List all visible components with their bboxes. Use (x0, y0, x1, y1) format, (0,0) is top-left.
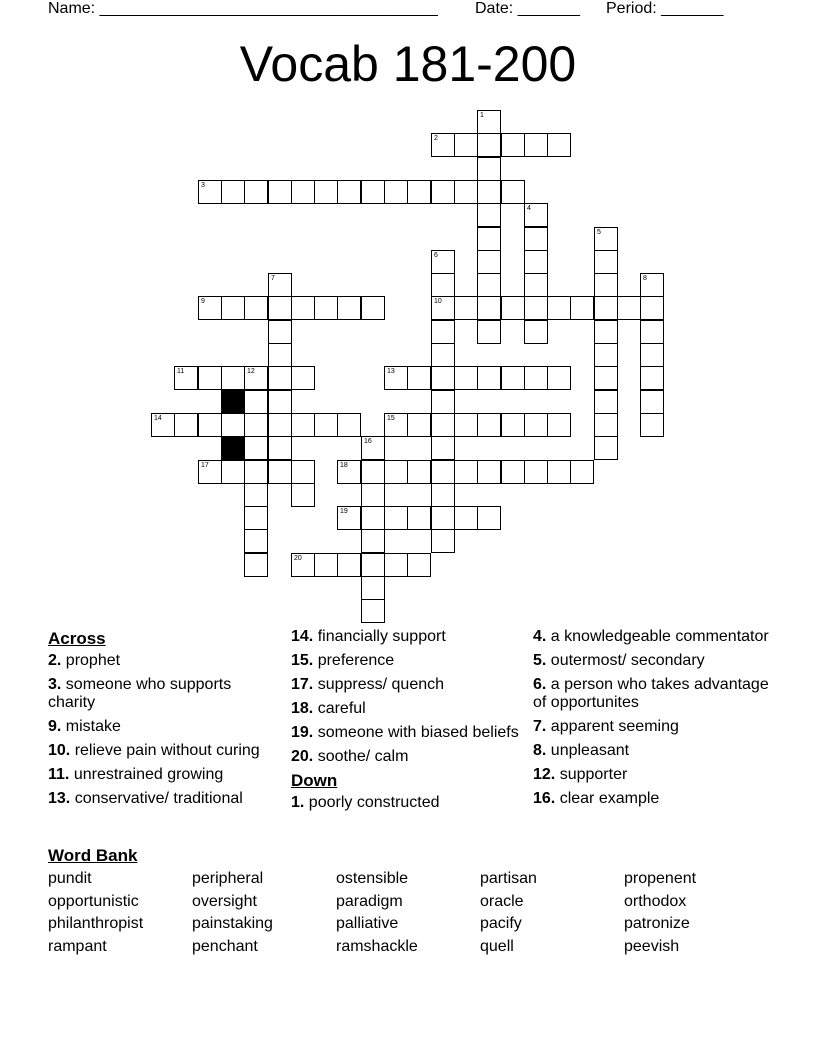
crossword-cell[interactable] (268, 296, 292, 320)
crossword-cell[interactable] (361, 576, 385, 600)
crossword-cell[interactable] (244, 506, 268, 530)
crossword-cell[interactable] (524, 133, 548, 157)
crossword-cell[interactable] (268, 180, 292, 204)
crossword-cell[interactable] (524, 273, 548, 297)
word-bank-item: pundit (48, 870, 92, 887)
crossword-cell[interactable] (361, 553, 385, 577)
crossword-cell[interactable] (384, 180, 408, 204)
crossword-cell[interactable] (477, 273, 501, 297)
crossword-cell[interactable] (524, 203, 548, 227)
crossword-cell[interactable] (268, 320, 292, 344)
crossword-cell[interactable] (407, 180, 431, 204)
crossword-cell[interactable] (244, 460, 268, 484)
crossword-cell[interactable] (384, 553, 408, 577)
crossword-cell[interactable] (244, 483, 268, 507)
crossword-cell[interactable] (431, 460, 455, 484)
crossword-cell[interactable] (431, 390, 455, 414)
clue-across-3: 3. someone who supports charity (48, 676, 232, 711)
crossword-cell[interactable] (524, 227, 548, 251)
crossword-cell[interactable] (524, 413, 548, 437)
crossword-cell[interactable] (337, 553, 361, 577)
word-bank-column-5 (624, 868, 696, 958)
clue-across-13: 13. conservative/ traditional (48, 790, 243, 807)
clue-number: 8 (643, 275, 647, 282)
crossword-cell[interactable] (198, 366, 222, 390)
crossword-cell[interactable] (640, 296, 664, 320)
clue-across-10: 10. relieve pain without curing (48, 742, 260, 759)
crossword-cell[interactable] (477, 227, 501, 251)
word-bank-item: pacify (480, 915, 522, 932)
crossword-cell[interactable] (268, 413, 292, 437)
crossword-cell[interactable] (547, 413, 571, 437)
crossword-cell[interactable] (524, 296, 548, 320)
clue-number: 13 (387, 368, 395, 375)
crossword-cell[interactable] (314, 413, 338, 437)
clues-column-1 (48, 628, 278, 814)
crossword-cell[interactable] (384, 460, 408, 484)
crossword-cell[interactable] (477, 296, 501, 320)
crossword-cell[interactable] (431, 343, 455, 367)
word-bank-item: palliative (336, 915, 399, 932)
crossword-cell[interactable] (501, 366, 525, 390)
crossword-cell[interactable] (314, 180, 338, 204)
clue-across-9: 9. mistake (48, 718, 121, 735)
crossword-cell[interactable] (337, 506, 361, 530)
clue-number: 10 (434, 298, 442, 305)
crossword-cell[interactable] (198, 413, 222, 437)
crossword-cell[interactable] (221, 413, 245, 437)
clue-number: 12 (247, 368, 255, 375)
crossword-cell[interactable] (594, 296, 618, 320)
crossword-cell[interactable] (431, 296, 455, 320)
clue-down-1: 1. poorly constructed (291, 794, 440, 811)
crossword-cell[interactable] (431, 320, 455, 344)
crossword-cell[interactable] (477, 133, 501, 157)
word-bank-item: rampant (48, 937, 107, 955)
clue-across-17: 17. suppress/ quench (291, 676, 445, 693)
crossword-cell[interactable] (594, 366, 618, 390)
clue-down-5: 5. outermost/ secondary (533, 652, 705, 669)
across-heading: Across (48, 629, 106, 648)
crossword-cell[interactable] (151, 413, 175, 437)
crossword-cell[interactable] (361, 506, 385, 530)
crossword-cell[interactable] (524, 250, 548, 274)
clue-across-18: 18. careful (291, 700, 366, 717)
crossword-cell[interactable] (221, 460, 245, 484)
crossword-cell[interactable] (361, 599, 385, 623)
crossword-cell[interactable] (570, 460, 594, 484)
clue-number: 11 (177, 368, 185, 375)
crossword-cell[interactable] (431, 483, 455, 507)
word-bank-item: painstaking (192, 915, 273, 932)
word-bank-item: opportunistic (48, 892, 139, 910)
crossword-cell[interactable] (244, 436, 268, 460)
crossword-cell[interactable] (244, 296, 268, 320)
clue-across-2: 2. prophet (48, 652, 121, 669)
crossword-cell[interactable] (547, 296, 571, 320)
word-bank-item: penchant (192, 937, 258, 955)
crossword-black-cell (221, 390, 245, 414)
clue-number: 19 (340, 508, 348, 515)
period-field-label[interactable]: Period: _______ (606, 0, 724, 17)
crossword-cell[interactable] (640, 366, 664, 390)
clues-column-2 (291, 628, 521, 818)
crossword-cell[interactable] (221, 296, 245, 320)
word-bank-column-4 (480, 868, 537, 958)
crossword-cell[interactable] (594, 413, 618, 437)
crossword-cell[interactable] (244, 180, 268, 204)
crossword-cell[interactable] (431, 133, 455, 157)
crossword-cell[interactable] (407, 506, 431, 530)
clue-number: 5 (597, 229, 601, 236)
crossword-cell[interactable] (594, 436, 618, 460)
word-bank-heading: Word Bank (48, 846, 138, 865)
crossword-cell[interactable] (454, 413, 478, 437)
clue-down-16: 16. clear example (533, 790, 660, 807)
down-heading: Down (291, 771, 338, 790)
word-bank-column-2 (192, 868, 273, 958)
crossword-cell[interactable] (594, 273, 618, 297)
crossword-cell[interactable] (524, 366, 548, 390)
crossword-cell[interactable] (244, 366, 268, 390)
crossword-cell[interactable] (431, 436, 455, 460)
clue-down-12: 12. supporter (533, 766, 628, 783)
crossword-cell[interactable] (291, 553, 315, 577)
crossword-black-cell (221, 436, 245, 460)
word-bank-item: partisan (480, 870, 537, 887)
crossword-cell[interactable] (407, 553, 431, 577)
crossword-cell[interactable] (291, 296, 315, 320)
crossword-cell[interactable] (501, 180, 525, 204)
clues-column-3 (533, 628, 773, 814)
crossword-cell[interactable] (431, 529, 455, 553)
crossword-cell[interactable] (291, 413, 315, 437)
crossword-cell[interactable] (268, 343, 292, 367)
crossword-cell[interactable] (314, 553, 338, 577)
crossword-cell[interactable] (291, 483, 315, 507)
crossword-cell[interactable] (454, 506, 478, 530)
crossword-cell[interactable] (454, 366, 478, 390)
crossword-cell[interactable] (244, 553, 268, 577)
word-bank-item: orthodox (624, 892, 687, 910)
crossword-cell[interactable] (640, 413, 664, 437)
crossword-cell[interactable] (268, 436, 292, 460)
clue-across-15: 15. preference (291, 652, 395, 669)
crossword-cell[interactable] (361, 483, 385, 507)
crossword-cell[interactable] (291, 366, 315, 390)
clue-down-8: 8. unpleasant (533, 742, 630, 759)
crossword-cell[interactable] (198, 296, 222, 320)
clue-number: 3 (201, 182, 205, 189)
page-title: Vocab 181-200 (239, 36, 577, 92)
crossword-cell[interactable] (640, 320, 664, 344)
crossword-cell[interactable] (501, 133, 525, 157)
crossword-cell[interactable] (291, 180, 315, 204)
crossword-cell[interactable] (477, 250, 501, 274)
crossword-cell[interactable] (570, 296, 594, 320)
crossword-cell[interactable] (384, 413, 408, 437)
crossword-cell[interactable] (361, 460, 385, 484)
word-bank-item: patronize (624, 915, 690, 932)
crossword-cell[interactable] (501, 460, 525, 484)
crossword-cell[interactable] (617, 296, 641, 320)
crossword-cell[interactable] (477, 413, 501, 437)
clue-number: 20 (294, 555, 302, 562)
crossword-cell[interactable] (640, 390, 664, 414)
clue-number: 15 (387, 415, 395, 422)
clue-down-6: 6. a person who takes advantage of opportunites (533, 676, 769, 711)
crossword-cell[interactable] (384, 366, 408, 390)
clue-across-19: 19. someone with biased beliefs (291, 724, 519, 741)
clue-number: 16 (364, 438, 372, 445)
word-bank-column-3 (336, 868, 418, 958)
word-bank-item: peripheral (192, 870, 264, 887)
word-bank-column-1 (48, 868, 143, 958)
crossword-cell[interactable] (361, 529, 385, 553)
crossword-cell[interactable] (431, 413, 455, 437)
crossword-cell[interactable] (361, 436, 385, 460)
crossword-cell[interactable] (454, 460, 478, 484)
crossword-cell[interactable] (640, 343, 664, 367)
crossword-cell[interactable] (454, 180, 478, 204)
crossword-cell[interactable] (477, 203, 501, 227)
word-bank-item: propenent (624, 870, 697, 887)
crossword-cell[interactable] (244, 390, 268, 414)
crossword-cell[interactable] (501, 296, 525, 320)
clue-number: 18 (340, 462, 348, 469)
crossword-cell[interactable] (198, 180, 222, 204)
crossword-cell[interactable] (221, 366, 245, 390)
clue-across-14: 14. financially support (291, 628, 446, 645)
name-field-label[interactable]: Name: ______________________________________ (48, 0, 438, 17)
word-bank-item: peevish (624, 937, 680, 955)
word-bank-item: ramshackle (336, 937, 418, 955)
crossword-cell[interactable] (268, 366, 292, 390)
crossword-cell[interactable] (454, 296, 478, 320)
clue-down-4: 4. a knowledgeable commentator (533, 628, 769, 645)
crossword-cell[interactable] (337, 296, 361, 320)
crossword-cell[interactable] (547, 133, 571, 157)
crossword-cell[interactable] (337, 180, 361, 204)
clue-across-20: 20. soothe/ calm (291, 748, 409, 765)
clue-down-7: 7. apparent seeming (533, 718, 679, 735)
crossword-cell[interactable] (244, 529, 268, 553)
crossword-cell[interactable] (268, 460, 292, 484)
crossword-cell[interactable] (384, 506, 408, 530)
crossword-cell[interactable] (431, 273, 455, 297)
clue-number: 6 (434, 252, 438, 259)
crossword-cell[interactable] (594, 320, 618, 344)
clue-number: 17 (201, 462, 209, 469)
clue-number: 2 (434, 135, 438, 142)
crossword-cell[interactable] (407, 366, 431, 390)
crossword-cell[interactable] (244, 413, 268, 437)
crossword-cell[interactable] (221, 180, 245, 204)
crossword-cell[interactable] (268, 390, 292, 414)
clue-number: 14 (154, 415, 162, 422)
clue-number: 9 (201, 298, 205, 305)
crossword-cell[interactable] (547, 460, 571, 484)
crossword-cell[interactable] (477, 157, 501, 181)
crossword-cell[interactable] (314, 296, 338, 320)
crossword-cell[interactable] (594, 227, 618, 251)
crossword-cell[interactable] (337, 413, 361, 437)
crossword-cell[interactable] (477, 366, 501, 390)
clue-number: 1 (480, 112, 484, 119)
crossword-cell[interactable] (594, 250, 618, 274)
crossword-cell[interactable] (174, 413, 198, 437)
crossword-cell[interactable] (524, 320, 548, 344)
crossword-cell[interactable] (337, 460, 361, 484)
clue-across-11: 11. unrestrained growing (48, 766, 224, 783)
word-bank-item: oracle (480, 892, 524, 910)
crossword-cell[interactable] (477, 320, 501, 344)
crossword-cell[interactable] (407, 460, 431, 484)
crossword-cell[interactable] (501, 413, 525, 437)
date-field-label[interactable]: Date: _______ (475, 0, 580, 17)
word-bank-item: paradigm (336, 892, 403, 910)
crossword-cell[interactable] (524, 460, 548, 484)
crossword-cell[interactable] (361, 180, 385, 204)
crossword-cell[interactable] (477, 506, 501, 530)
crossword-cell[interactable] (431, 366, 455, 390)
crossword-cell[interactable] (431, 180, 455, 204)
crossword-cell[interactable] (431, 250, 455, 274)
crossword-cell[interactable] (198, 460, 222, 484)
word-bank-item: ostensible (336, 870, 409, 887)
clue-number: 7 (271, 275, 275, 282)
crossword-cell[interactable] (477, 460, 501, 484)
crossword-cell[interactable] (268, 273, 292, 297)
crossword-cell[interactable] (594, 390, 618, 414)
crossword-cell[interactable] (640, 273, 664, 297)
crossword-cell[interactable] (454, 133, 478, 157)
crossword-cell[interactable] (291, 460, 315, 484)
word-bank-item: quell (480, 937, 514, 955)
word-bank-item: philanthropist (48, 915, 144, 932)
crossword-cell[interactable] (594, 343, 618, 367)
crossword-cell[interactable] (477, 180, 501, 204)
crossword-cell[interactable] (431, 506, 455, 530)
clue-number: 4 (527, 205, 531, 212)
crossword-cell[interactable] (361, 296, 385, 320)
crossword-cell[interactable] (547, 366, 571, 390)
crossword-cell[interactable] (174, 366, 198, 390)
crossword-cell[interactable] (407, 413, 431, 437)
word-bank-item: oversight (192, 892, 257, 910)
crossword-cell[interactable] (477, 110, 501, 134)
